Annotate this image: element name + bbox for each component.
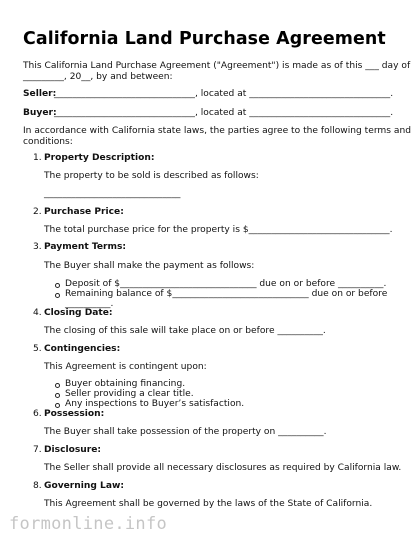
section-2-number: 2. — [33, 207, 42, 217]
section-1-text: The property to be sold is described as follows: — [44, 171, 259, 181]
section-3-bullet-2-cont: __________. — [65, 299, 114, 309]
section-8-text: This Agreement shall be governed by the laws of the State of California. — [44, 499, 373, 509]
section-1-number: 1. — [33, 153, 42, 163]
section-5-heading: Contingencies: — [44, 344, 121, 354]
section-5-bullet-2: Seller providing a clear title. — [65, 389, 194, 399]
section-6-number: 6. — [33, 409, 42, 419]
section-4-number: 4. — [33, 308, 42, 318]
section-4-heading: Closing Date: — [44, 308, 113, 318]
section-3-bullet-1: Deposit of $______________________________ due on or before __________. — [65, 279, 387, 289]
seller-line: _______________________________, located at _______________________________. — [54, 89, 394, 99]
section-5-bullet-3: Any inspections to Buyer’s satisfaction. — [65, 399, 245, 409]
section-8-heading: Governing Law: — [44, 481, 125, 491]
preamble-line-2: conditions: — [23, 137, 73, 147]
section-3-text: The Buyer shall make the payment as follows: — [44, 261, 255, 271]
seller-label: Seller: — [23, 89, 57, 99]
section-7-heading: Disclosure: — [44, 445, 102, 455]
section-5-text: This Agreement is contingent upon: — [44, 362, 207, 372]
intro-line-1: This California Land Purchase Agreement ("Agreement") is made as of this ___ day of — [23, 61, 411, 71]
document-title: California Land Purchase Agreement — [23, 29, 386, 49]
section-3-number: 3. — [33, 242, 42, 252]
section-7-text: The Seller shall provide all necessary disclosures as required by California law. — [44, 463, 402, 473]
section-2-heading: Purchase Price: — [44, 207, 124, 217]
section-1-heading: Property Description: — [44, 153, 155, 163]
section-8-number: 8. — [33, 481, 42, 491]
section-1-blank: ______________________________ — [44, 189, 181, 199]
buyer-label: Buyer: — [23, 108, 57, 118]
section-5-number: 5. — [33, 344, 42, 354]
intro-line-2: _________, 20__, by and between: — [23, 72, 173, 82]
section-6-heading: Possession: — [44, 409, 105, 419]
section-6-text: The Buyer shall take possession of the property on __________. — [44, 427, 327, 437]
buyer-line: _______________________________, located at _______________________________. — [54, 108, 394, 118]
section-3-heading: Payment Terms: — [44, 242, 127, 252]
section-7-number: 7. — [33, 445, 42, 455]
section-3-bullet-2: Remaining balance of $______________________________ due on or before — [65, 289, 388, 299]
section-5-bullet-1: Buyer obtaining financing. — [65, 379, 186, 389]
section-2-text: The total purchase price for the property is $_______________________________. — [44, 225, 393, 235]
watermark: formonline.info — [9, 514, 168, 534]
preamble-line-1: In accordance with California state laws, the parties agree to the following terms and — [23, 126, 412, 136]
section-4-text: The closing of this sale will take place on or before __________. — [44, 326, 326, 336]
